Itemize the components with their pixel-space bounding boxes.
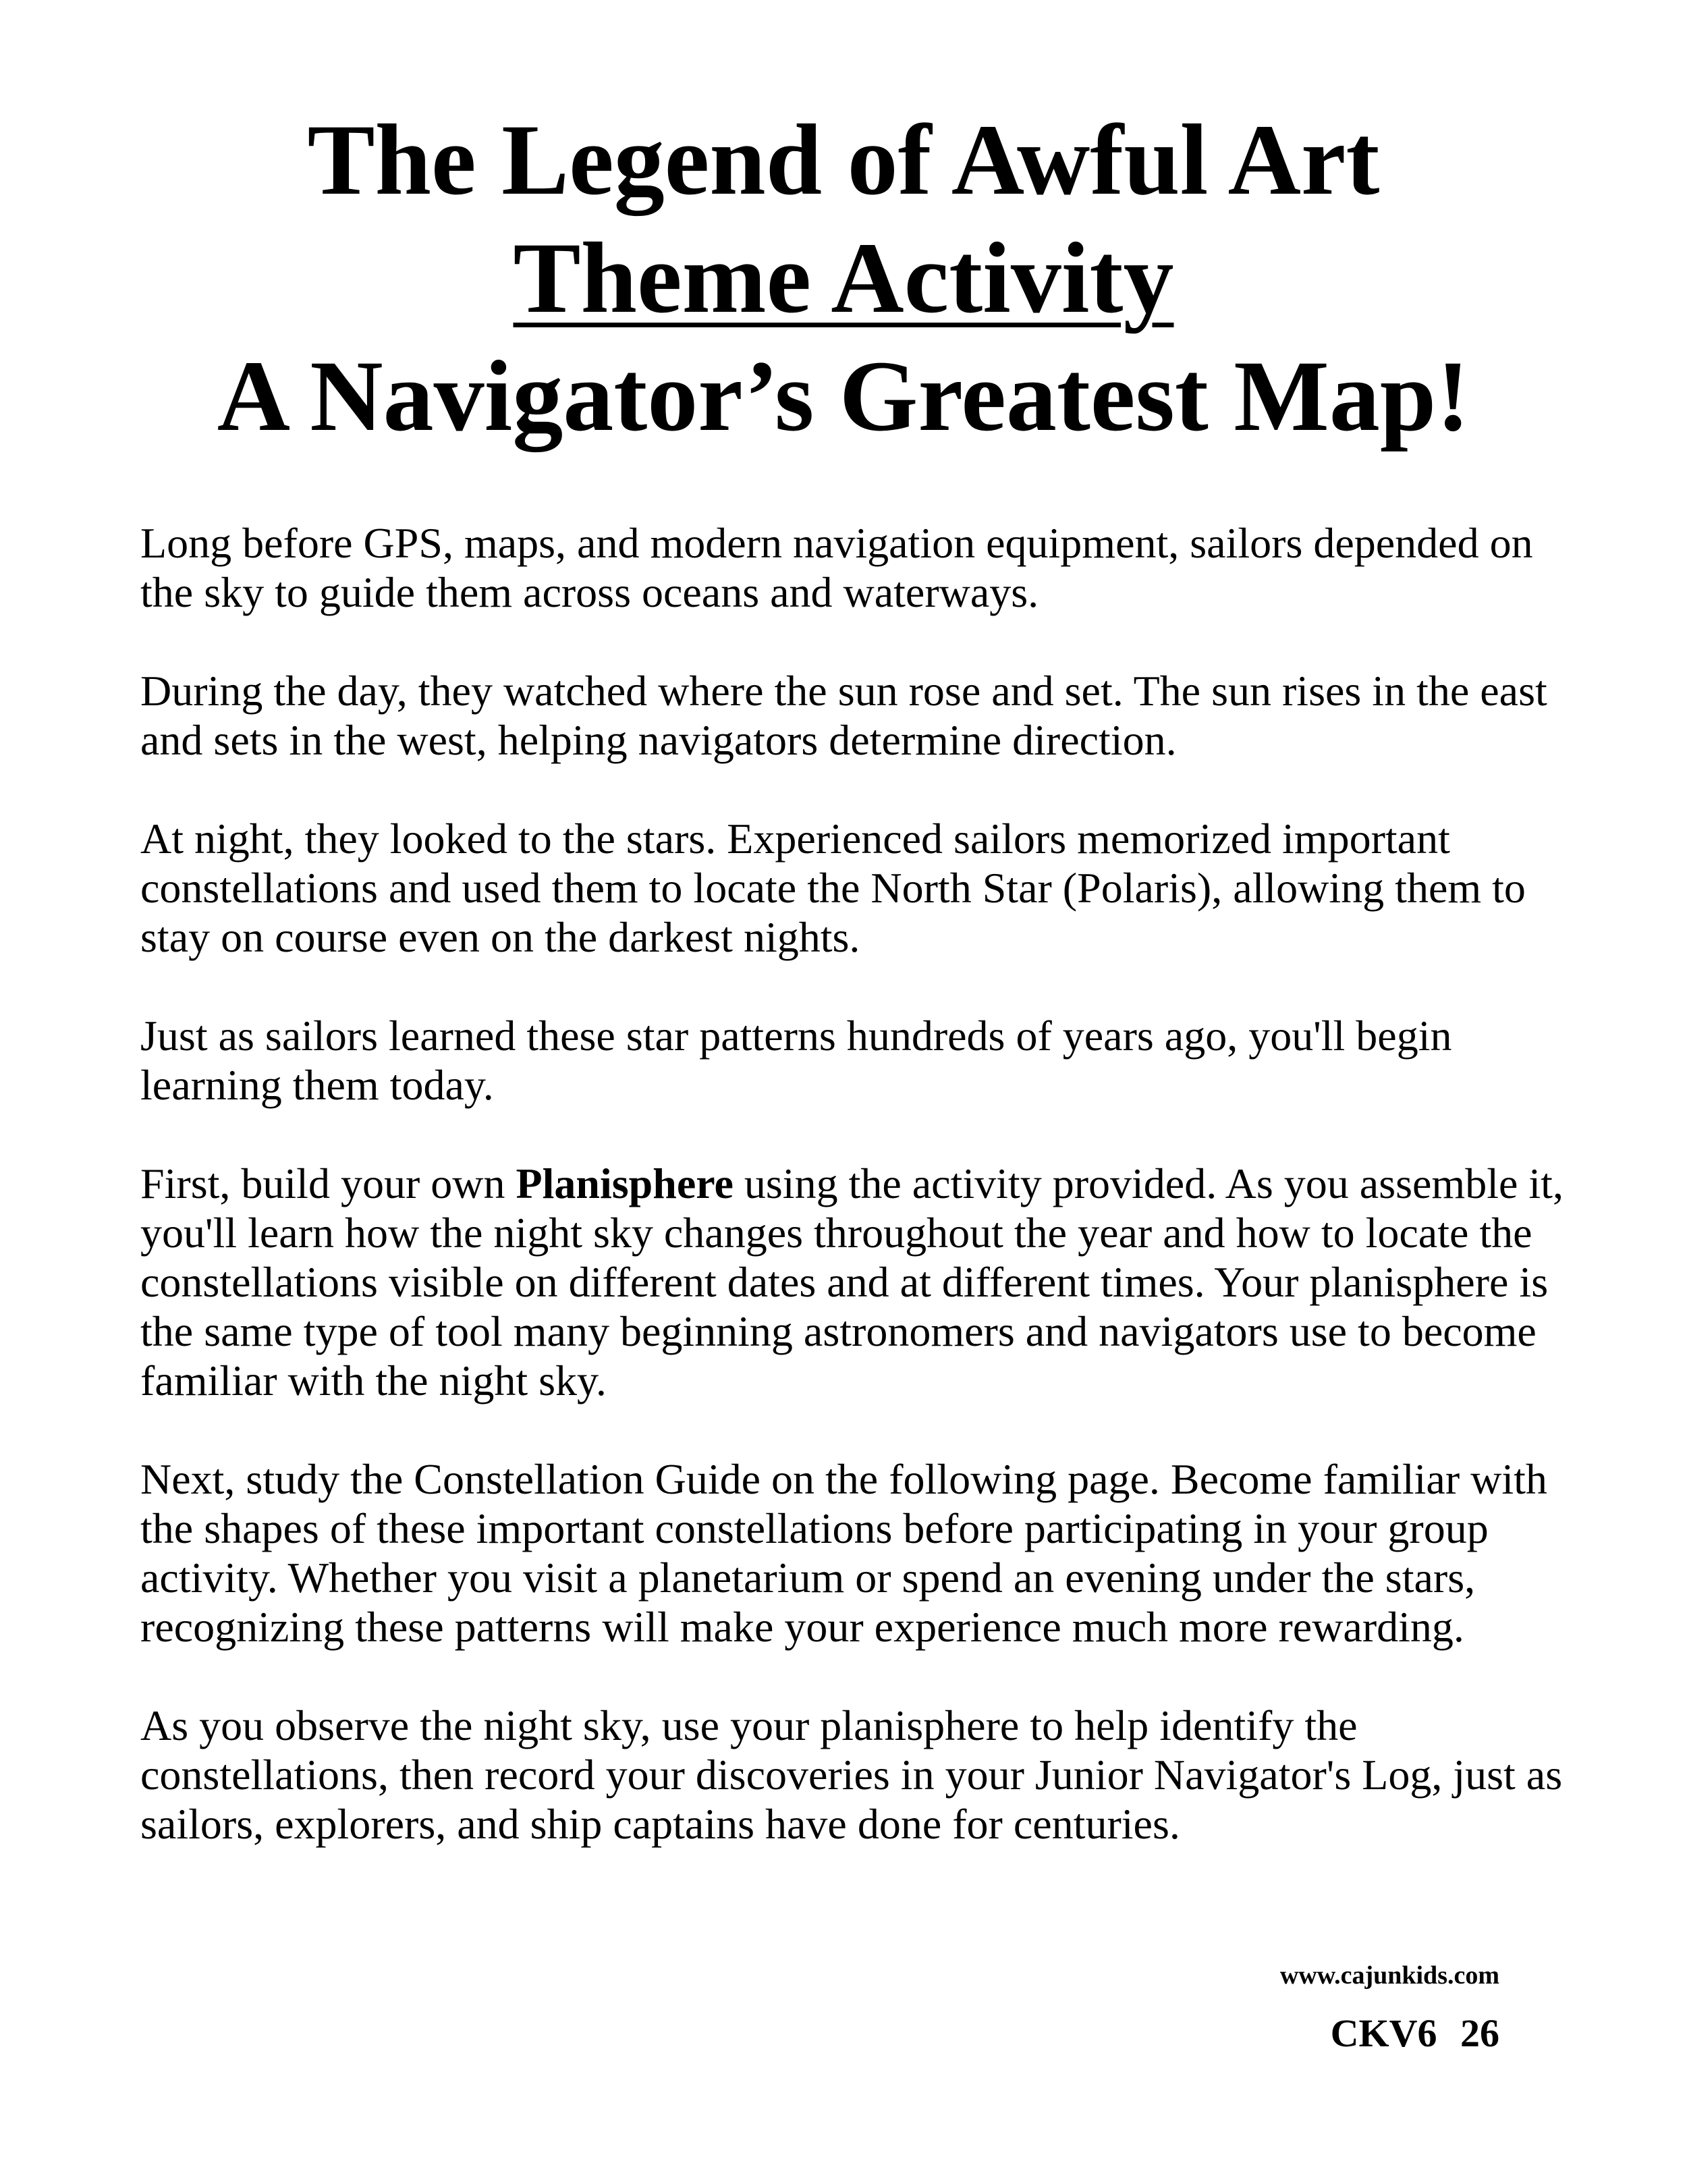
page-title: The Legend of Awful Art [307,104,1380,216]
page-subtitle: Theme Activity [513,222,1174,334]
paragraph-night: At night, they looked to the stars. Experienced sailors memorized important constellations and used them to locate the North Star (Polaris), allowing them to stay on course even on the darkest nights. [140,815,1526,961]
paragraph-gps: Long before GPS, maps, and modern navigation equipment, sailors depended on the sky to guide them across oceans and waterways. [140,519,1533,616]
paragraph-star-patterns: Just as sailors learned these star patterns hundreds of years ago, you'll begin learning them today. [140,1012,1452,1109]
paragraph-day: During the day, they watched where the sun rose and set. The sun rises in the east and sets in the west, helping navigators determine direction. [140,667,1547,764]
page-heading: A Navigator’s Greatest Map! [217,340,1470,452]
body-text [140,518,1591,1898]
paragraph-constellation-guide: Next, study the Constellation Guide on the following page. Become familiar with the shapes of these important constellations before participating in your group activity. Whether you visit a planetarium or spend an evening under the stars, recognizing these patterns will make your experience much more rewarding. [140,1455,1547,1651]
planisphere-description: using the activity provided. As you assemble it, you'll learn how the night sky changes throughout the year and how to locate the constellations visible on different dates and at different times. Your planisphere is the same type of tool many beginning astronomers and navigators use to become familiar with the night sky. [140,1159,1564,1404]
paragraph-observe: As you observe the night sky, use your planisphere to help identify the constellations, then record your discoveries in your Junior Navigator's Log, just as sailors, explorers, and ship captains have done for centuries. [140,1701,1563,1848]
planisphere-term: Planisphere [516,1159,734,1207]
paragraph-planisphere [140,1159,1591,1405]
page-code: CKV6 26 [1330,2011,1499,2055]
title-block [0,101,1687,456]
planisphere-intro: First, build your own [140,1159,516,1207]
website-footer: www.cajunkids.com [1279,1961,1499,1990]
